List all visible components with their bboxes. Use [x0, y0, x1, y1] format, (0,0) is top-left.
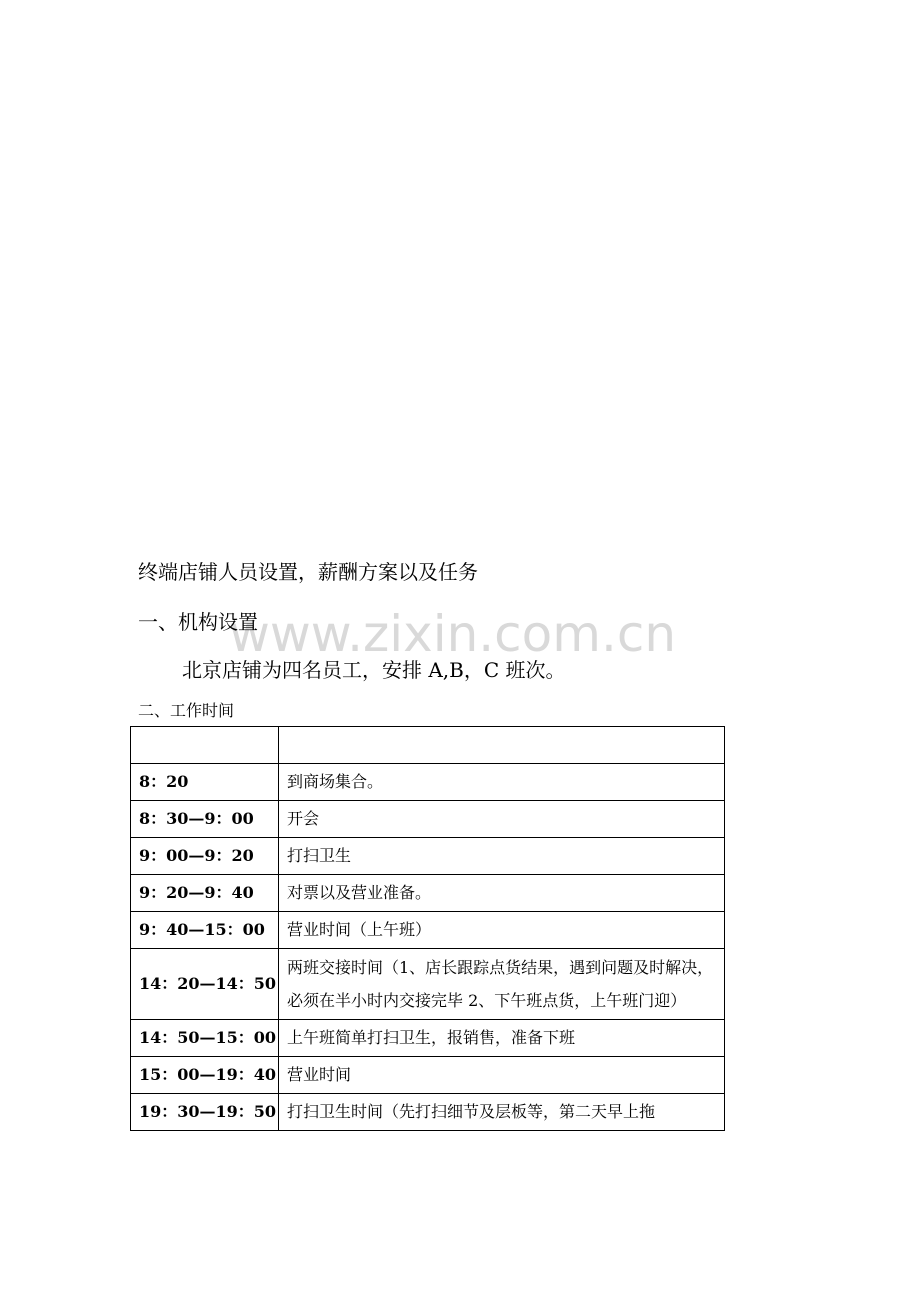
table-row	[131, 764, 725, 801]
time-cell: 15：00—19：40	[131, 1057, 279, 1094]
task-cell: 对票以及营业准备。	[279, 875, 725, 912]
time-cell: 9：40—15：00	[131, 912, 279, 949]
schedule-table	[130, 726, 725, 1131]
time-cell: 14：20—14：50	[131, 949, 279, 1020]
task-cell: 营业时间	[279, 1057, 725, 1094]
header-task-cell	[279, 727, 725, 764]
time-cell: 8：20	[131, 764, 279, 801]
time-cell: 14：50—15：00	[131, 1020, 279, 1057]
table-header-row	[131, 727, 725, 764]
task-cell: 两班交接时间（1、店长跟踪点货结果，遇到问题及时解决，必须在半小时内交接完毕 2、下午班点货，上午班门迎）	[279, 949, 725, 1020]
header-time-cell	[131, 727, 279, 764]
task-cell: 上午班简单打扫卫生，报销售，准备下班	[279, 1020, 725, 1057]
watermark: www.zixin.com.cn	[229, 605, 677, 663]
table-row	[131, 1020, 725, 1057]
document-title: 终端店铺人员设置，薪酬方案以及任务	[138, 560, 478, 584]
table-row	[131, 875, 725, 912]
task-cell: 营业时间（上午班）	[279, 912, 725, 949]
table-row	[131, 912, 725, 949]
table-row	[131, 1094, 725, 1131]
time-cell: 9：00—9：20	[131, 838, 279, 875]
section-1-heading: 一、机构设置	[138, 610, 258, 634]
table-row	[131, 838, 725, 875]
section-2-heading: 二、工作时间	[138, 701, 235, 720]
task-cell: 打扫卫生	[279, 838, 725, 875]
section-1-body: 北京店铺为四名员工，安排 A,B，C 班次。	[182, 658, 566, 682]
task-cell: 开会	[279, 801, 725, 838]
table-row	[131, 801, 725, 838]
time-cell: 19：30—19：50	[131, 1094, 279, 1131]
time-cell: 9：20—9：40	[131, 875, 279, 912]
task-cell: 到商场集合。	[279, 764, 725, 801]
table-row	[131, 949, 725, 1020]
task-cell: 打扫卫生时间（先打扫细节及层板等，第二天早上拖	[279, 1094, 725, 1131]
time-cell: 8：30—9：00	[131, 801, 279, 838]
table-row	[131, 1057, 725, 1094]
